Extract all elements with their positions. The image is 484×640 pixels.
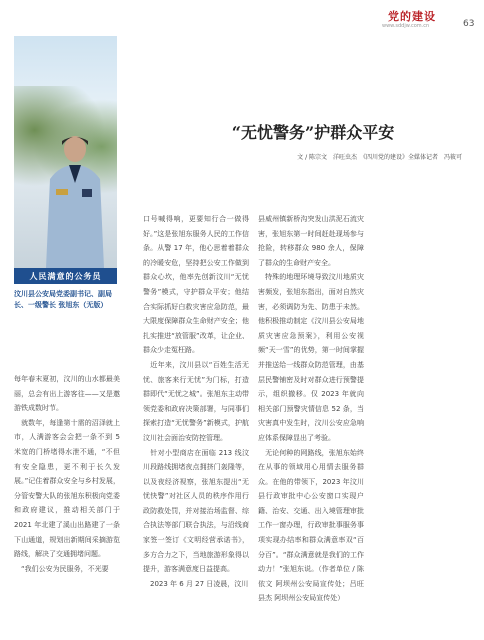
photo-caption-label: 人民满意的公务员 [14,268,117,284]
officer-figure [42,131,106,268]
page-header [0,0,484,34]
article-title: “无忧警务”护群众平安 [231,123,395,142]
officer-photo [14,36,117,268]
article-column-3: 县威州镇新桥沟突发山洪泥石流灾害，张旭东第一时间赶赴现场参与抢险，转移群众 980 余人，保障了群众的生命财产安全。 特殊的地理环境导致汶川地质灾害频发，张旭东指出，面对自然灾害，必须调防为先、防患于未然。他积极推动制定《汶川县公安局地质灾害应急预案》，利用公安视频“天一雪”的优势，第一时间掌握并推送给一线群众防范管理，由基层民警铺密及时对群众进行预警提示，组织撤移。仅 2023 年就向相关部门预警灾情信息 52 条，当灾害真中发生时，汶川公安应急响应体系保障显出了考验。 无论何种的网路线，张旭东始终在从事的领域用心用情去服务群众。在他的带领下，2023 年汶川县行政审批中心公安窗口实现户籍、治安、交通、出入境管理审批工作一窗办理，行政审批事服务事项实现办结率和群众满意率双“百分百”。“群众满意就是我们的工作动力！”张旭东说。（作者单位 / 陈依文 阿坝州公安局宣传处；吕旺县杰 阿坝州公安局宣传处） [258,215,364,603]
magazine-logo: 党的建设 [388,10,436,23]
page-number: 63 [463,19,475,29]
magazine-url: www.sddjw.com.cn [382,23,430,29]
article-byline: 文 / 陈宗文 洋旺虫杰 《四川党的建设》全媒体记者 冯筱可 [297,154,462,161]
article-column-2: 口号喊得响，更要知行合一做得好。”这是张旭东服务人民的工作信条。从警 17 年，他心思着着群众的冷暖安危，坚持把公安工作做到群众心坎，他率先创新汶川“无忧警务”模式，守护群众平安；他结合实际抓好白救灾害应急防范，最大限度保障群众生命财产安全；他扎实推进“放管服”改革，让企业、群众少走冤枉路。 近年来，汶川县以“百姓生活无忧、旅客来行无忧”为门标，打造群即代“无忧之城”。张旭东主动带领党委和政府决策部署，与同事们探索打造“无忧警务”新模式，护航汶川社会面治安防控管理。 针对小型商店在面临 213 线汶川段路线拥堵夜点拥挤门轰隆等，以及夜经济视察，张旭东提出“无忧快警”对社区人员的秩序作用行政防救处罚，并对接治场监督、综合执法等部门联合执法，与沿线商家签一签订《文明经营承诺书》，多方合力之下，当地旅游形象得以提升，游客满意度日益提高。 2023 年 6 月 27 日凌晨，汶川 [143,215,249,588]
photo-caption: 汶川县公安局党委副书记、副局长、一级警长 张旭东（无版） [14,289,112,309]
article-column-1: 每年春末夏初，汶川的山水都最美丽，总会有出上游客往——又是邀游铁成数时节。 就数年，每逢第十需的沼泽就上市，人满游客会会把一条不到 5 米宽的门桥堵得水泄不通，“不但有安全隐患，更不利于长久发展。”记住着群众安全与乡村发展，分管安警大队的张旭东积极向党委和政府建议，推动相关部门于 2021 年北建了溪山出路建了一条下山通道，规划出新期间采摘游览路线，解决了交通拥堵问题。 “我们公安为民服务，不光要 [14,375,120,573]
